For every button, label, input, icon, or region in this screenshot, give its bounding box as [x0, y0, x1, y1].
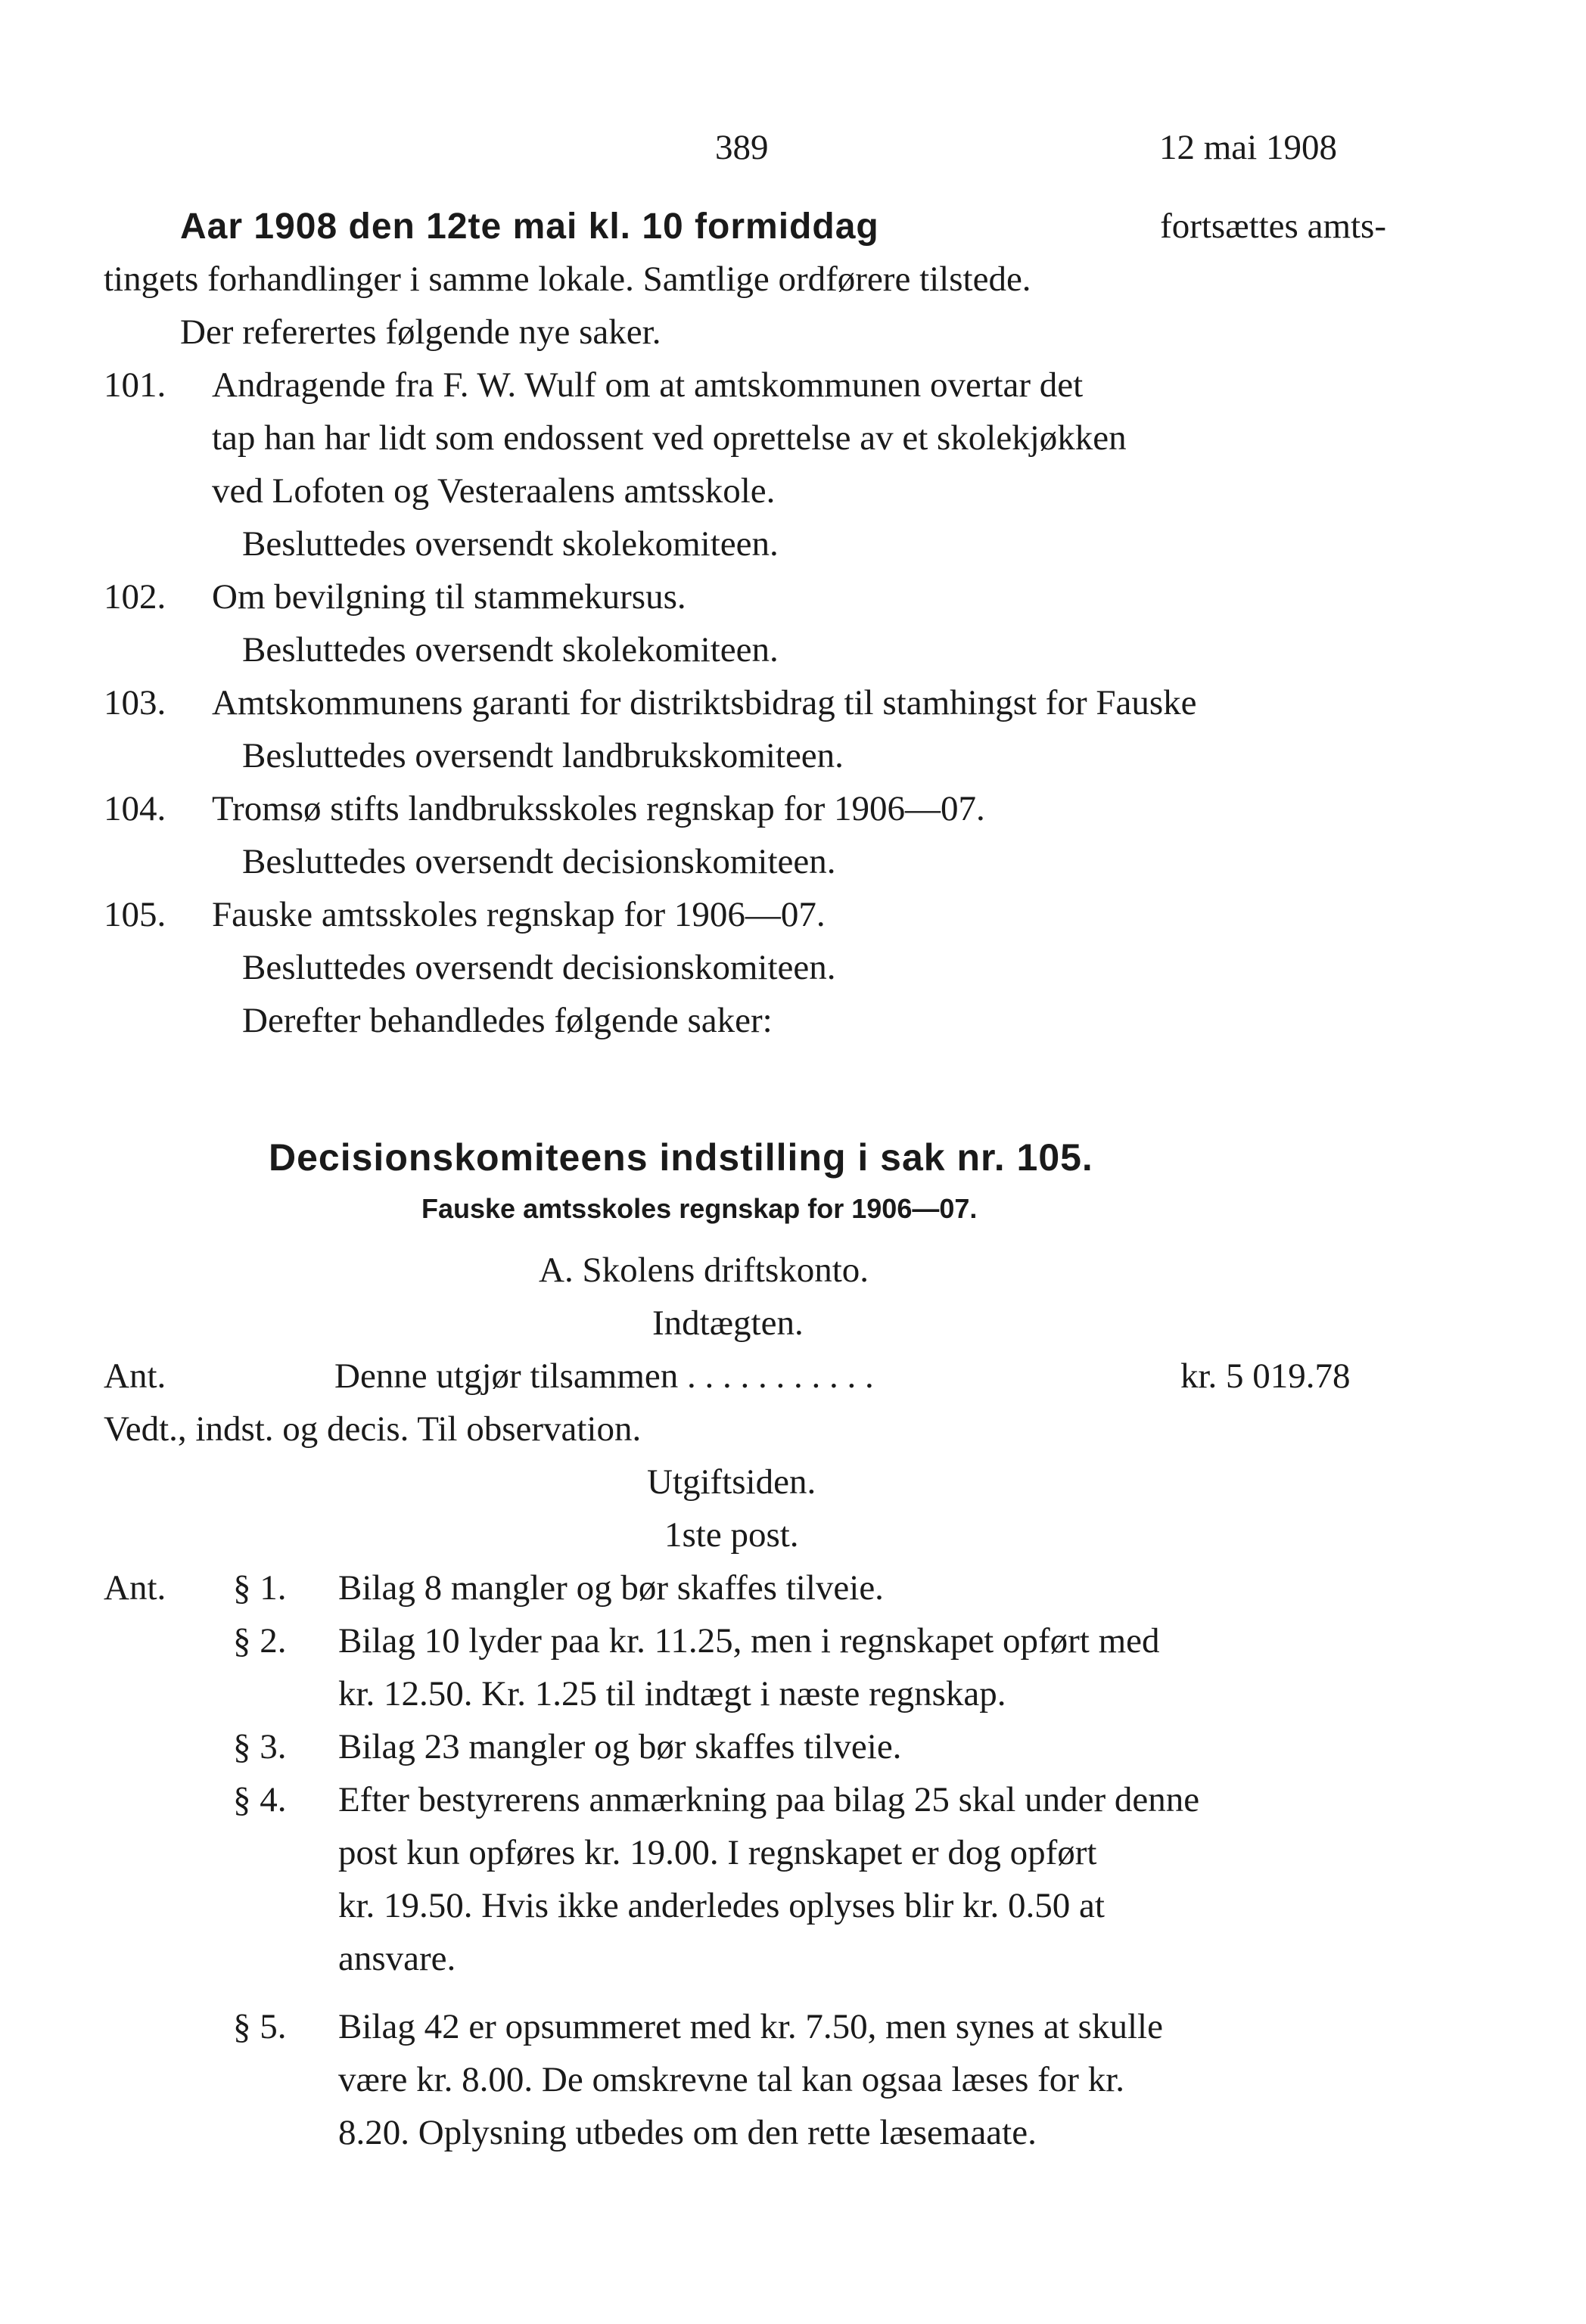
thereafter-line: Derefter behandledes følgende saker:	[242, 1001, 773, 1040]
case-text: Om bevilgning til stammekursus.	[212, 577, 686, 617]
case-text: Andragende fra F. W. Wulf om at amtskommunen overtar det	[212, 365, 1084, 405]
intro-rest: fortsættes amts-	[1160, 207, 1386, 246]
paragraph-text: 8.20. Oplysning utbedes om den rette læsemaate.	[338, 2113, 1037, 2152]
intro-line-3: Der referertes følgende nye saker.	[180, 312, 661, 352]
heading-expense: Utgiftsiden.	[647, 1462, 816, 1502]
paragraph-sign: § 5.	[233, 2007, 287, 2046]
intro-bold-lead: Aar 1908 den 12te mai kl. 10 formiddag	[180, 207, 879, 247]
case-resolution: Besluttedes oversendt decisionskomiteen.	[242, 948, 836, 987]
case-text: Amtskommunens garanti for distriktsbidrag til stamhingst for Fauske	[212, 683, 1197, 722]
paragraph-text: Bilag 42 er opsummeret med kr. 7.50, men synes at skulle	[338, 2007, 1163, 2046]
case-resolution: Besluttedes oversendt landbrukskomiteen.	[242, 736, 844, 775]
case-number: 105.	[104, 895, 166, 934]
income-ant: Ant.	[104, 1356, 166, 1396]
income-text: Denne utgjør tilsammen . . . . . . . . . . .	[334, 1356, 874, 1396]
case-text: ved Lofoten og Vesteraalens amtsskole.	[212, 471, 776, 511]
paragraph-ant: Ant.	[104, 1568, 166, 1608]
case-resolution: Besluttedes oversendt decisionskomiteen.	[242, 842, 836, 881]
heading-income: Indtægten.	[652, 1303, 804, 1343]
section-subtitle: Fauske amtsskoles regnskap for 1906—07.	[421, 1193, 978, 1224]
paragraph-text: Bilag 8 mangler og bør skaffes tilveie.	[338, 1568, 884, 1608]
case-text: tap han har lidt som endossent ved oprettelse av et skolekjøkken	[212, 418, 1127, 458]
paragraph-sign: § 3.	[233, 1727, 287, 1766]
intro-line-2: tingets forhandlinger i samme lokale. Samtlige ordførere tilstede.	[104, 259, 1031, 299]
case-text: Fauske amtsskoles regnskap for 1906—07.	[212, 895, 826, 934]
heading-a: A. Skolens driftskonto.	[539, 1251, 869, 1290]
case-number: 104.	[104, 789, 166, 828]
case-resolution: Besluttedes oversendt skolekomiteen.	[242, 630, 779, 670]
vedt-line: Vedt., indst. og decis. Til observation.	[104, 1409, 642, 1449]
section-title: Decisionskomiteens indstilling i sak nr. 105.	[269, 1136, 1093, 1179]
income-amount: kr. 5 019.78	[1180, 1356, 1351, 1396]
page-date: 12 mai 1908	[1159, 128, 1337, 167]
page-number: 389	[715, 128, 769, 167]
case-text: Tromsø stifts landbruksskoles regnskap for 1906—07.	[212, 789, 985, 828]
paragraph-text: Bilag 23 mangler og bør skaffes tilveie.	[338, 1727, 902, 1766]
heading-post: 1ste post.	[664, 1515, 799, 1555]
paragraph-sign: § 4.	[233, 1780, 287, 1819]
paragraph-text: ansvare.	[338, 1939, 456, 1978]
paragraph-text: kr. 19.50. Hvis ikke anderledes oplyses blir kr. 0.50 at	[338, 1886, 1105, 1925]
paragraph-text: Efter bestyrerens anmærkning paa bilag 25 skal under denne	[338, 1780, 1200, 1819]
paragraph-sign: § 2.	[233, 1621, 287, 1661]
case-number: 103.	[104, 683, 166, 722]
paragraph-text: være kr. 8.00. De omskrevne tal kan ogsaa læses for kr.	[338, 2060, 1125, 2099]
paragraph-sign: § 1.	[233, 1568, 287, 1608]
intro-line-1	[180, 209, 1386, 245]
paragraph-text: kr. 12.50. Kr. 1.25 til indtægt i næste regnskap.	[338, 1674, 1006, 1713]
paragraph-text: post kun opføres kr. 19.00. I regnskapet er dog opført	[338, 1833, 1097, 1872]
case-resolution: Besluttedes oversendt skolekomiteen.	[242, 524, 779, 564]
case-number: 101.	[104, 365, 166, 405]
case-number: 102.	[104, 577, 166, 617]
paragraph-text: Bilag 10 lyder paa kr. 11.25, men i regnskapet opført med	[338, 1621, 1160, 1661]
